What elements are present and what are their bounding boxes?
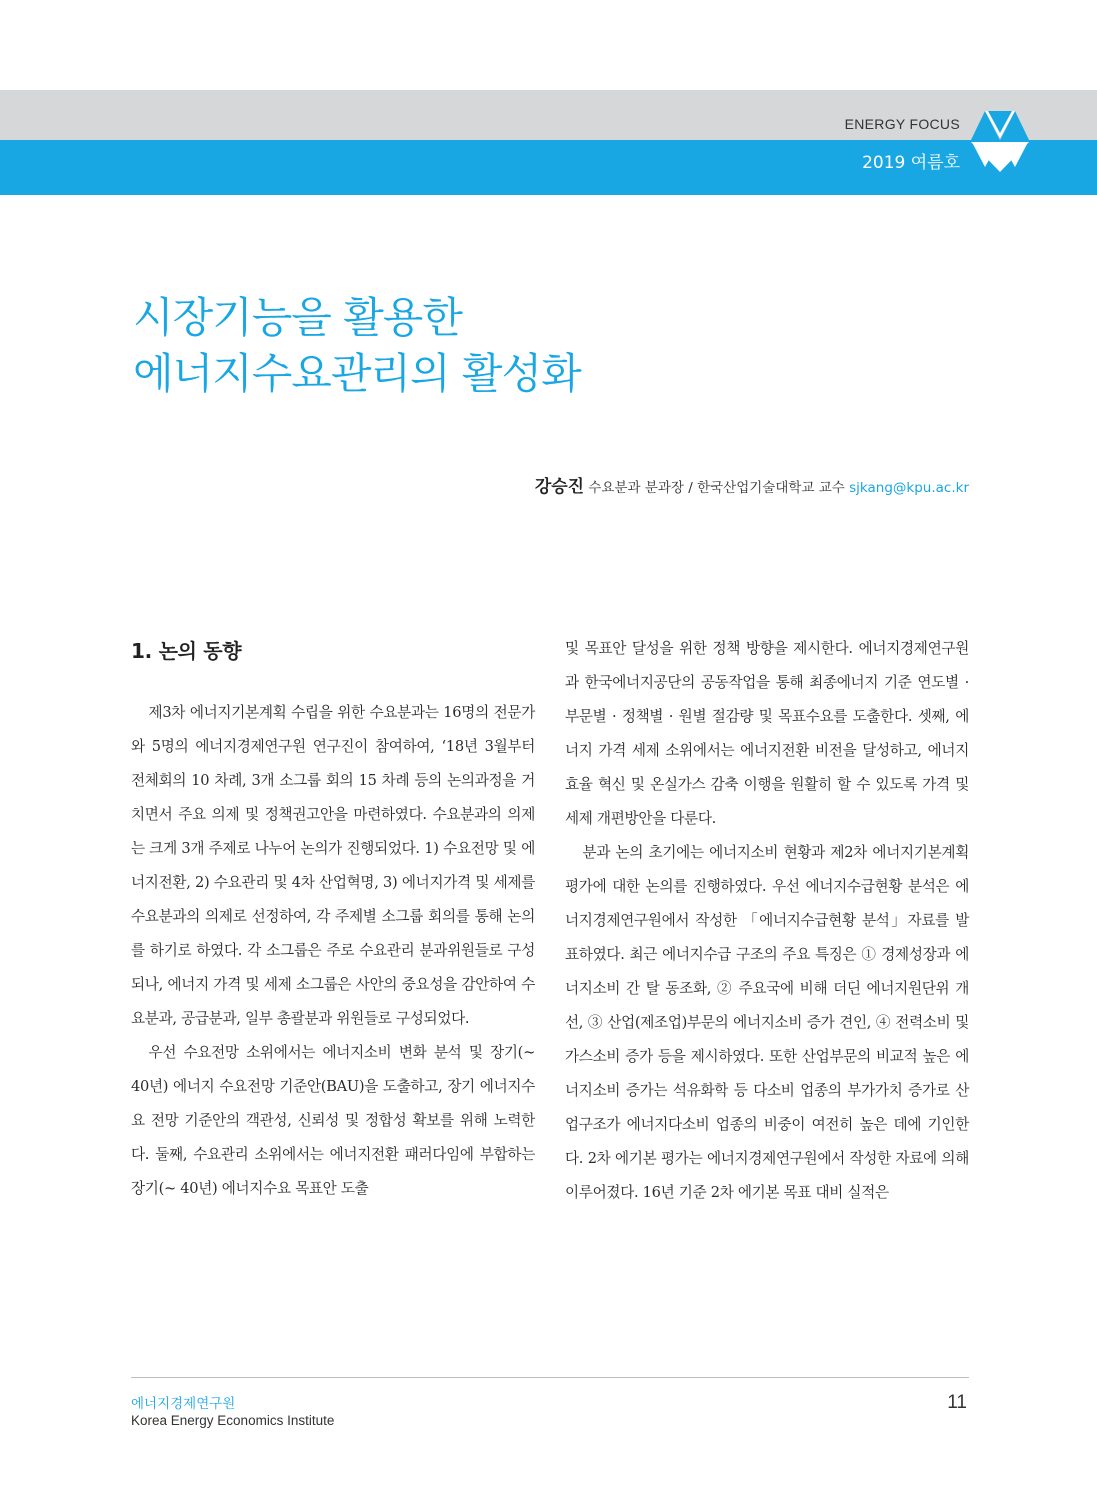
left-column — [131, 632, 535, 1206]
body-paragraph: 제3차 에너지기본계획 수립을 위한 수요분과는 16명의 전문가와 5명의 에너지경제연구원 연구진이 참여하여, ‘18년 3월부터 전체회의 10 차례, 3개 소그룹 회의 15 차례 등의 논의과정을 거치면서 주요 의제 및 정책권고안을 마련하였다. 수요분과의 의제는 크게 3개 주제로 나누어 논의가 진행되었다. 1) 수요전망 및 에너지전환, 2) 수요관리 및 4차 산업혁명, 3) 에너지가격 및 세제를 수요분과의 의제로 선정하여, 각 주제별 소그룹 회의를 통해 논의를 하기로 하였다. 각 소그룹은 주로 수요관리 분과위원들로 구성되나, 에너지 가격 및 세제 소그룹은 사안의 중요성을 감안하여 수요분과, 공급분과, 일부 총괄분과 위원들로 구성되었다. — [131, 704, 535, 1027]
article-title — [133, 290, 581, 402]
title-line-1: 시장기능을 활용한 — [133, 293, 462, 342]
title-line-2: 에너지수요관리의 활성화 — [133, 349, 581, 398]
author-byline — [535, 472, 969, 497]
right-column — [565, 632, 969, 1210]
footer-org-korean: 에너지경제연구원 — [131, 1396, 236, 1412]
body-paragraph: 분과 논의 초기에는 에너지소비 현황과 제2차 에너지기본계획 평가에 대한 논의를 진행하였다. 우선 에너지수급현황 분석은 에너지경제연구원에서 작성한 「에너지수급현황 분석」자료를 발표하였다. 최근 에너지수급 구조의 주요 특징은 ① 경제성장과 에너지소비 간 탈 동조화, ② 주요국에 비해 더딘 에너지원단위 개선, ③ 산업(제조업)부문의 에너지소비 증가 견인, ④ 전력소비 및 가스소비 증가 등을 제시하였다. 또한 산업부문의 비교적 높은 에너지소비 증가는 석유화학 등 다소비 업종의 부가가치 증가로 산업구조가 에너지다소비 업종의 비중이 여전히 높은 데에 기인한다. 2차 에기본 평가는 에너지경제연구원에서 작성한 자료에 의해 이루어졌다. 16년 기준 2차 에기본 목표 대비 실적은 — [565, 844, 969, 1201]
magazine-name: ENERGY FOCUS — [844, 116, 960, 132]
body-paragraph: 및 목표안 달성을 위한 정책 방향을 제시한다. 에너지경제연구원과 한국에너지공단의 공동작업을 통해 최종에너지 기준 연도별 · 부문별 · 정책별 · 원별 절감량 및 목표수요를 도출한다. 셋째, 에너지 가격 세제 소위에서는 에너지전환 비전을 달성하고, 에너지효율 혁신 및 온실가스 감축 이행을 원활히 할 수 있도록 가격 및 세제 개편방안을 다룬다. — [565, 640, 969, 827]
header-gray-band — [0, 90, 1097, 140]
author-name: 강승진 — [534, 477, 585, 497]
section-title: 1. 논의 동향 — [131, 639, 242, 663]
author-role: 수요분과 분과장 / 한국산업기술대학교 교수 — [588, 480, 845, 496]
footer-org-english: Korea Energy Economics Institute — [131, 1413, 335, 1428]
author-email[interactable]: sjkang@kpu.ac.kr — [849, 480, 969, 496]
section-spacer — [131, 670, 535, 696]
triangle-logo-icon — [969, 108, 1031, 174]
page-number: 11 — [947, 1392, 967, 1413]
footer-divider — [131, 1377, 969, 1378]
body-paragraph: 우선 수요전망 소위에서는 에너지소비 변화 분석 및 장기(~ 40년) 에너지 수요전망 기준안(BAU)을 도출하고, 장기 에너지수요 전망 기준안의 객관성, 신뢰성 및 정합성 확보를 위해 노력한다. 둘째, 수요관리 소위에서는 에너지전환 패러다임에 부합하는 장기(~ 40년) 에너지수요 목표안 도출 — [131, 1044, 535, 1197]
issue-label: 2019 여름호 — [862, 153, 960, 173]
